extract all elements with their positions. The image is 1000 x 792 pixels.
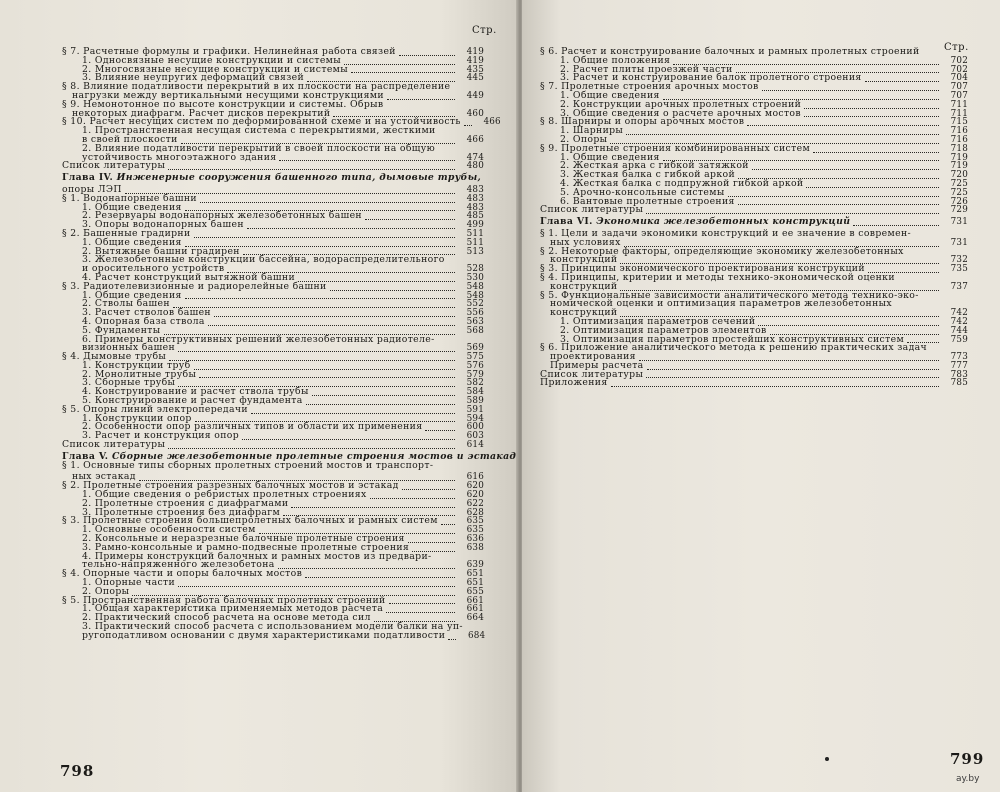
toc-page-number: 614 [466,440,484,451]
dot-leader [436,463,455,469]
toc-page-number: 513 [466,246,484,257]
dot-leader [728,190,939,197]
dot-leader [173,301,455,308]
toc-page-number: 466 [466,134,484,145]
toc-entry-title: § 6. Приложение аналитического метода к решению практических задач [540,342,928,354]
watermark: ay.by [956,774,980,784]
dot-leader [747,119,939,126]
toc-entry-title: 3. Сборные трубы [82,377,176,389]
toc-page-number: 684 [467,630,486,641]
print-mark [825,757,829,761]
dot-leader [448,258,456,264]
dot-leader [646,207,939,214]
toc-entry-title: 4. Примеры конструкций балочных и рамных мостов из предвари- [82,550,432,562]
dot-leader [399,49,455,56]
dot-leader [806,181,939,188]
toc-entry-title: 1. Общие сведения о ребристых пролетных строениях [82,489,367,501]
toc-entry-title: 5. Арочно-консольные системы [560,186,725,198]
toc-page-number: 711 [950,108,968,119]
toc-page-number: 499 [466,220,484,231]
toc-entry-title: § 4. Опорные части и опоры балочных мостов [62,568,303,580]
toc-page-number: 556 [466,308,484,319]
page-number-right: 799 [950,750,985,768]
toc-entry-title: 5. Фундаменты [82,324,161,336]
toc-page-number: 460 [466,108,484,119]
dot-leader [178,580,455,587]
toc-entry-title: 1. Пространственная несущая система с перекрытиями, жесткими [82,125,436,137]
toc-entry-title: § 3. Радиотелевизионные и радиорелейные башни [62,280,327,292]
toc-page-number: 584 [466,387,484,398]
toc-entry-title: ругоподатливом основании с двумя характеристиками податливости [82,629,446,641]
toc-page-number: 600 [466,422,484,433]
toc-page-number: 594 [466,413,484,424]
toc-page-number: 636 [466,534,484,545]
toc-page-number: 474 [466,152,484,163]
dot-leader [611,380,939,387]
toc-page-number: 435 [466,64,484,75]
toc-entry-title: § 9. Пролетные строения комбинированных систем [540,142,811,154]
toc-page-number: 419 [466,47,484,57]
toc-entry-title: § 6. Расчет и конструирование балочных и рамных пролетных строений [540,46,920,57]
toc-page-number: 628 [466,507,484,518]
toc-page-number: 707 [950,90,968,101]
dot-leader [199,371,455,378]
dot-leader [930,346,939,352]
toc-entry-title: § 8. Шарниры и опоры арочных мостов [540,116,745,128]
toc-page-number: 616 [466,472,484,483]
toc-page-number: 548 [466,290,484,301]
dot-leader [438,147,455,153]
toc-entry-title: номической оценки и оптимизация параметров железобетонных [550,298,892,310]
toc-entry-title: 1. Конструкции труб [82,359,191,371]
toc-entry-title: 3. Расчет стволов башен [82,307,211,319]
toc-page-number: 635 [466,525,484,536]
toc-page-number: 511 [466,228,484,239]
dot-leader [895,302,939,308]
dot-leader [898,276,939,282]
toc-entry-title: 1. Конструкции опор [82,412,192,424]
chapter-number: Глава IV. [62,172,117,184]
dot-leader [626,128,939,135]
dot-leader [923,50,939,56]
toc-entry-title: § 5. Пространственная работа балочных пролетных строений [62,594,386,606]
dot-leader [402,483,455,490]
dot-leader [185,292,455,299]
toc-entry-title: 2. Конструкции арочных пролетных строений [560,98,802,110]
dot-leader [279,154,455,161]
toc-page-number: 729 [950,205,968,216]
dot-leader [168,163,455,170]
toc-page-number: 759 [950,334,968,345]
toc-entry-title: § 2. Пролетные строения разрезных балочных мостов и эстакад [62,480,399,492]
dot-leader [435,554,455,560]
toc-page-number: 563 [466,316,484,327]
toc-page-number: 511 [466,237,484,248]
toc-entry-title: ных эстакад [72,471,136,483]
toc-page-number: 664 [466,613,484,624]
toc-page-number: 528 [466,264,484,275]
toc-page-number: 639 [466,560,484,571]
toc-page-number: 483 [466,193,484,204]
toc-entry-title: конструкций [550,307,618,319]
toc-page-number: 725 [950,178,968,189]
toc-entry-title: 2. Оптимизация параметров элементов [560,324,767,336]
toc-page-number: 483 [466,184,484,195]
toc-entry-title: Список литературы [62,160,166,172]
toc-page-number: 783 [950,369,968,380]
toc-entry-title: 3. Практический способ расчета с использованием модели балки на уп- [82,621,463,632]
toc-entry-title: и оросительного устройств [82,263,225,275]
toc-entry-title: § 4. Дымовые трубы [62,351,167,363]
toc-page-number: 715 [950,117,968,128]
toc-entry-title: 2. Вытяжные башни градирен [82,245,240,257]
toc-page-number: 711 [950,99,968,110]
toc-entry-title: § 3. Принципы экономического проектирования конструкций [540,263,865,275]
toc-page-number: 569 [466,343,484,354]
toc-page-number: 548 [466,281,484,292]
dot-leader [646,371,939,378]
dot-leader [738,198,939,205]
toc-entry-title: 4. Жесткая балка с подпружной гибкой аркой [560,177,804,189]
toc-entry-title: § 7. Пролетные строения арочных мостов [540,81,759,93]
toc-page-number: 725 [950,187,968,198]
toc-entry-title: 2. Опоры [560,133,608,145]
dot-leader [914,232,939,238]
toc-entry-title: 3. Рамно-консольные и рамно-подвесные пролетные строения [82,541,410,553]
right-page [522,0,1000,792]
toc-page-number: 635 [466,516,484,527]
toc-entry-title: 3. Общие сведения о расчете арочных мостов [560,107,801,119]
toc-page-number: 419 [466,55,484,66]
toc-entry-title: 3. Жесткая балка с гибкой аркой [560,169,735,181]
toc-entry-title: 1. Шарниры [560,125,624,137]
toc-page-number: 716 [950,134,968,145]
dot-leader [647,363,939,370]
toc-entry-title: 2. Влияние податливости перекрытий в своей плоскости на общую [82,142,436,154]
toc-entry-title: 3. Влияние неупругих деформаций связей [82,72,305,84]
dot-leader [305,571,455,578]
dot-leader [813,146,939,153]
toc-page-number: 449 [466,90,484,101]
toc-entry-title: § 1. Основные типы сборных пролетных строений мостов и транспорт- [62,459,434,471]
page-column-header: Стр. [944,42,969,53]
dot-leader [178,345,455,352]
dot-leader [408,536,455,543]
toc-entry-title: § 1. Цели и задачи экономики конструкций и ее значение в современ- [540,227,912,239]
toc-entry-title: § 5. Функциональные зависимости аналитического метода технико-эко- [540,289,919,301]
toc-entry-title: 2. Опоры [82,585,130,597]
toc-entry-title: 1. Основные особенности систем [82,524,256,536]
toc-page-number: 445 [466,73,484,84]
toc-entry-title: 1. Общая характеристика применяемых методов расчета [82,603,384,615]
toc-entry-title: 6. Вантовые пролетные строения [560,195,735,207]
toc-entry-title: 1. Общие положения [560,54,671,66]
dot-leader [291,501,455,508]
dot-leader [853,219,939,226]
toc-entry-title: 3. Расчет и конструирование балок пролетного строения [560,72,862,84]
toc-entry-title: 1. Общие сведения [82,236,182,248]
dot-leader [448,633,456,640]
dot-leader [758,319,939,326]
toc-entry-title [540,218,850,227]
toc-page-number: 620 [466,481,484,492]
chapter-title: Инженерные сооружения башенного типа, дымовые трубы, [116,172,482,184]
chapter-title: Экономика железобетонных конструкций [596,216,851,228]
toc-entry-title: 2. Многосвязные несущие конструкции и системы [82,63,349,75]
toc-entry-title: § 1. Водонапорные башни [62,192,197,204]
toc-entry-title: Список литературы [540,204,644,216]
toc-page-number: 576 [466,360,484,371]
toc-entry-title: Примеры расчета [550,359,644,371]
toc-entry-title: § 5. Опоры линий электропередачи [62,403,248,415]
dot-leader [389,597,455,604]
toc-entry-title: 3. Пролетные строения без диафрагм [82,506,281,518]
toc-entry-title: некоторых диафрагм. Расчет дисков перекрытий [72,107,331,119]
toc-page-number: 579 [466,369,484,380]
dot-leader [370,492,455,499]
toc-entry-title: 4. Расчет конструкций вытяжной башни [82,271,296,283]
toc-page-number: 589 [466,396,484,407]
toc-entry-title: в своей плоскости [82,133,178,145]
toc-page-number: 622 [466,498,484,509]
dot-leader [365,213,455,220]
dot-leader [804,102,939,109]
toc-entry-title: нагрузки между вертикальными несущими конструкциями [72,89,384,101]
toc-entry-title: 5. Конструирование и расчет фундамента [82,395,303,407]
toc-entry-title: § 9. Немонотонное по высоте конструкции и системы. Обрыв [62,98,384,110]
dot-leader [194,363,455,370]
toc-entry-title: 2. Консольные и неразрезные балочные пролетные строения [82,533,405,545]
toc-entry-title: конструкций [550,280,618,292]
toc-page-number: 530 [466,272,484,283]
toc-entry-title: 2. Практический способ расчета на основе метода сил [82,612,371,624]
dot-leader [169,354,455,361]
toc-page-number: 785 [950,378,968,389]
toc-left [62,46,517,641]
toc-page-number: 651 [466,578,484,589]
toc-page-number: 737 [950,281,968,292]
toc-page-number: 720 [950,170,968,181]
toc-page-number: 655 [466,586,484,597]
dot-leader [762,84,939,91]
dot-leader [425,424,455,431]
toc-page-number: 661 [466,595,484,606]
chapter-heading [62,174,484,183]
toc-page-number: 638 [466,542,484,553]
toc-entry-title: 2. Жесткая арка с гибкой затяжкой [560,160,749,172]
dot-leader [200,196,455,203]
toc-page-number: 707 [950,82,968,93]
toc-entry-title: § 2. Некоторые факторы, определяющие экономику железобетонных [540,245,904,257]
dot-leader [438,337,455,343]
toc-entry-title: § 4. Принципы, критерии и методы технико-экономической оценки [540,271,895,283]
toc-right [540,48,968,388]
toc-page-number: 702 [950,64,968,75]
toc-page-number: 582 [466,378,484,389]
toc-entry-title [62,174,481,183]
toc-entry-title: тельно-напряженного железобетона [82,559,275,571]
toc-entry-title: Список литературы [62,439,166,451]
toc-entry-title: 1. Общие сведения [82,201,182,213]
toc-entry-title: 1. Общие сведения [82,289,182,301]
chapter-number: Глава V. [62,450,112,462]
toc-entry-title: Приложения [540,377,608,389]
toc-page-number: 483 [466,202,484,213]
dot-leader [466,625,474,631]
toc-entry-title: 1. Опорные части [82,577,176,589]
toc-entry [62,162,484,171]
toc-entry [62,441,484,450]
dot-leader [312,389,455,396]
toc-page-number: 732 [950,255,968,266]
dot-leader [344,58,455,65]
toc-entry-title: конструкций [550,254,618,266]
toc-entry-title: 1. Общие сведения [560,151,660,163]
toc-entry [62,459,484,471]
toc-entry [540,206,968,215]
dot-leader [464,119,472,126]
dot-leader [441,518,455,525]
dot-leader [639,354,939,361]
toc-entry [540,379,968,388]
toc-page-number: 591 [466,404,484,415]
toc-page-number: 466 [483,117,501,128]
toc-page-number: 742 [950,308,968,319]
toc-page-number: 603 [466,431,484,442]
toc-page-number: 744 [950,325,968,336]
toc-entry-title: 3. Расчет и конструкция опор [82,430,240,442]
toc-page-number: 651 [466,569,484,580]
toc-page-number: 480 [466,161,484,172]
page-number-left: 798 [60,762,95,780]
dot-leader [387,103,456,109]
dot-leader [351,66,455,73]
dot-leader [278,562,455,569]
chapter-number: Глава VI. [540,216,597,228]
toc-entry-title: проектирования [550,351,636,363]
toc-page-number: 726 [950,196,968,207]
toc-entry-title: 4. Опорная база ствола [82,315,205,327]
toc-page-number: 731 [950,237,968,248]
dot-leader [387,93,455,100]
toc-page-number: 552 [466,299,484,310]
toc-entry-title: устойчивость многоэтажного здания [82,151,277,163]
toc-entry-title: § 8. Влияние податливости перекрытий в их плоскости на распределение [62,81,451,93]
toc-entry-title: 1. Оптимизация параметров сечений [560,315,756,327]
dot-leader [208,319,455,326]
dot-leader [247,222,455,229]
toc-entry-title: 2. Монолитные трубы [82,368,197,380]
dot-leader [251,407,455,414]
toc-entry [62,629,486,641]
dot-leader [242,433,455,440]
toc-entry-title: 2. Особенности опор различных типов и области их применения [82,421,423,433]
toc-page-number: 719 [950,152,968,163]
dot-leader [194,231,455,238]
dot-leader [907,249,939,255]
toc-entry-title: 2. Резервуары водонапорных железобетонных башен [82,210,362,222]
dot-leader [330,284,455,291]
toc-page-number: 661 [466,604,484,615]
toc-entry-title: 2. Пролетные строения с диафрагмами [82,497,289,509]
dot-leader [804,110,939,117]
toc-page-number: 735 [950,264,968,275]
dot-leader [922,293,939,299]
toc-page-number: 719 [950,161,968,172]
toc-entry-title: Список литературы [540,368,644,380]
toc-entry-title: 2. Стволы башен [82,298,170,310]
chapter-heading [540,218,968,227]
toc-page-number: 702 [950,55,968,66]
toc-entry-title: опоры ЛЭП [62,183,122,195]
toc-page-number: 485 [466,211,484,222]
toc-entry-title: ных условиях [550,236,621,248]
dot-leader [453,85,461,91]
toc-entry-title: 6. Примеры конструктивных решений железобетонных радиотеле- [82,333,435,345]
toc-page-number: 777 [950,360,968,371]
toc-page-number: 718 [950,143,968,154]
toc-entry-title: 1. Общие сведения [560,89,660,101]
dot-leader [439,129,455,135]
toc-entry-title: § 7. Расчетные формулы и графики. Нелинейная работа связей [62,46,396,57]
toc-page-number: 568 [466,325,484,336]
toc-entry-title: визионных башен [82,342,176,354]
toc-entry-title: 3. Опоры водонапорных башен [82,219,244,231]
toc-entry-title: § 3. Пролетные строения большепролетных балочных и рамных систем [62,515,438,527]
dot-leader [484,176,492,182]
page-column-header: Стр. [472,25,497,36]
toc-page-number: 731 [950,217,968,228]
toc-page-number: 575 [466,352,484,363]
dot-leader [168,442,455,449]
toc-entry-title: 4. Конструирование и расчет ствола трубы [82,386,309,398]
toc-entry-title: § 2. Башенные градирни [62,227,191,239]
chapter-title: Сборные железобетонные пролетные строения мостов и эстакад [111,450,517,462]
toc-page-number: 620 [466,490,484,501]
toc-entry-title: 3. Оптимизация параметров простейших конструктивных систем [560,333,905,345]
toc-entry-title: 2. Расчет плиты проезжей части [560,63,733,75]
toc-entry-title: § 10. Расчет несущих систем по деформированной схеме и на устойчивость [62,116,461,128]
dot-leader [386,606,455,613]
toc-page-number: 704 [950,73,968,84]
toc-page-number: 742 [950,316,968,327]
dot-leader [865,75,939,82]
toc-entry-title: 1. Односвязные несущие конструкции и системы [82,54,342,66]
toc-page-number: 773 [950,352,968,363]
toc-entry-title: 3. Железобетонные конструкции бассейна, водораспределительного [82,254,445,266]
dot-leader [306,398,455,405]
toc-page-number: 716 [950,126,968,137]
dot-leader [214,310,455,317]
dot-leader [752,163,939,170]
